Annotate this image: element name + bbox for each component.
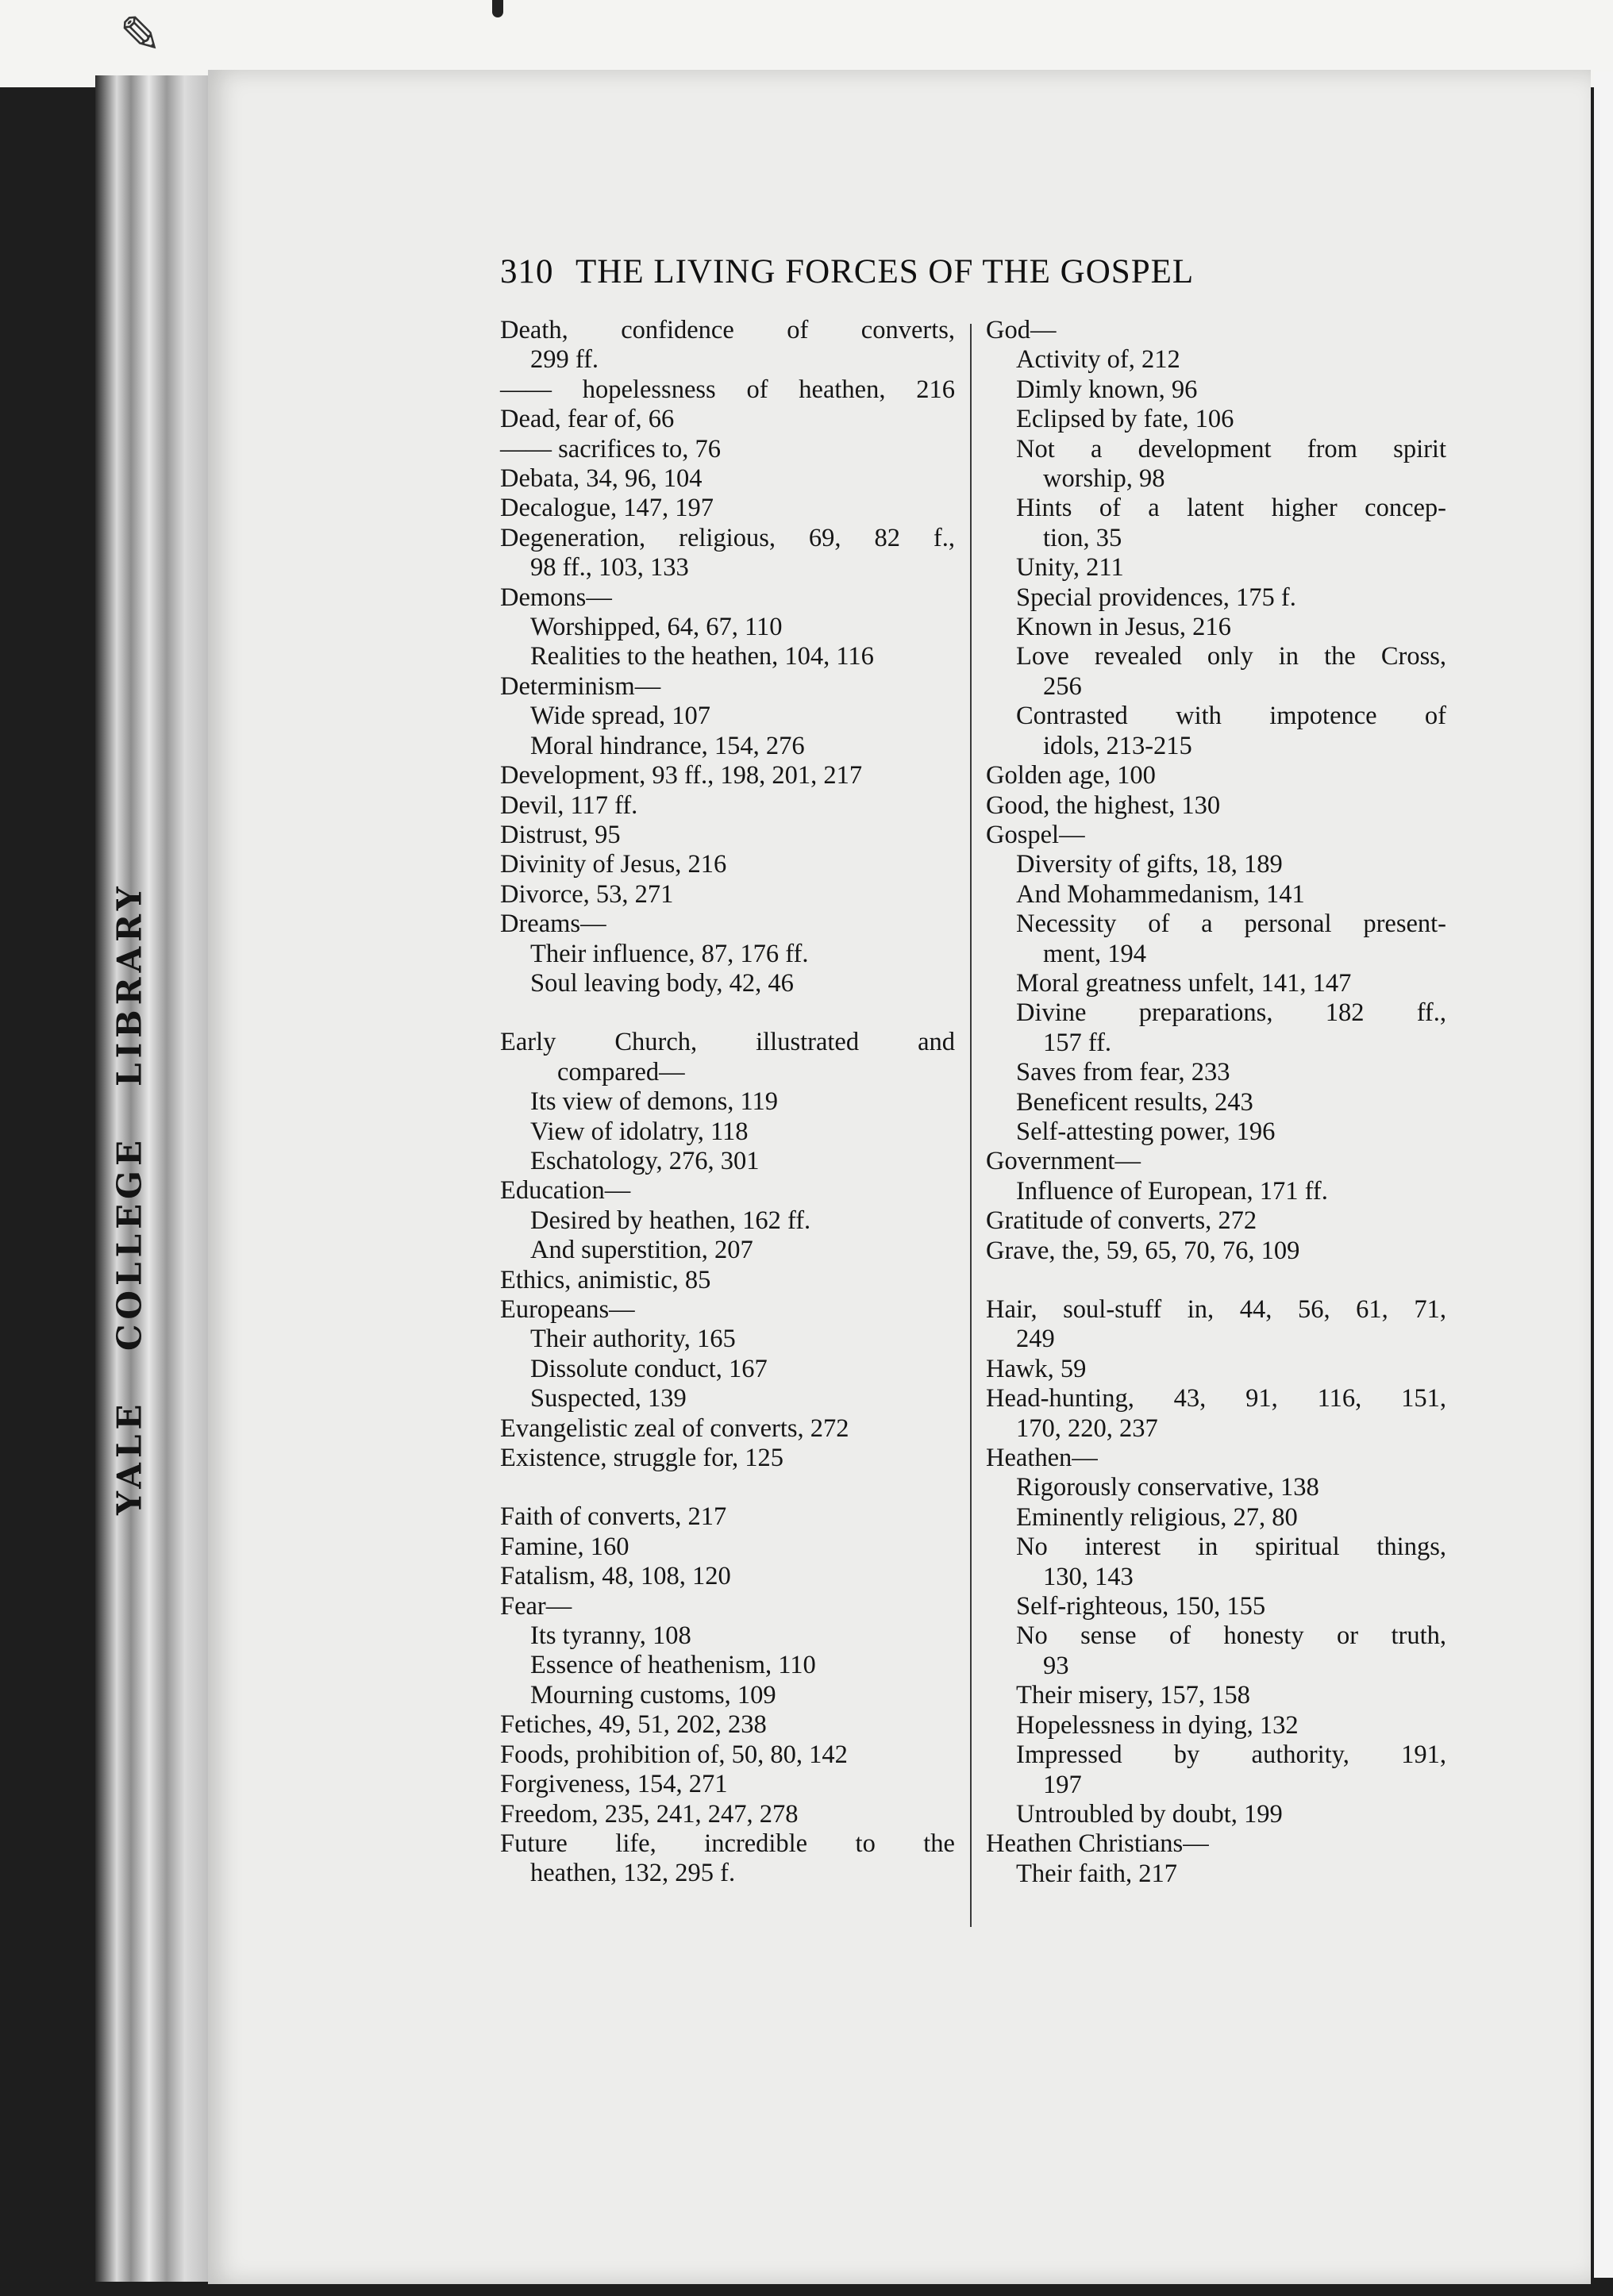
- index-gap: [986, 1266, 1446, 1295]
- index-entry: Europeans—: [500, 1295, 635, 1324]
- index-subentry: Moral greatness unfelt, 141, 147: [1016, 968, 1352, 998]
- index-entry: Heathen—: [986, 1444, 1098, 1473]
- index-subentry: Eschatology, 276, 301: [530, 1146, 760, 1175]
- index-subentry: Their misery, 157, 158: [1016, 1681, 1250, 1710]
- index-subentry: Its view of demons, 119: [530, 1087, 779, 1117]
- index-subentry: Beneficent results, 243: [1016, 1087, 1253, 1117]
- index-subentry: Untroubled by doubt, 199: [1016, 1799, 1283, 1829]
- running-title: THE LIVING FORCES OF THE GOSPEL: [576, 253, 1195, 290]
- index-subentry: Suspected, 139: [530, 1384, 687, 1413]
- index-subentry: Activity of, 212: [1016, 345, 1180, 375]
- index-subentry: Impressed by authority, 191,: [1016, 1740, 1446, 1770]
- index-entry: Degeneration, religious, 69, 82 f.,: [500, 523, 955, 552]
- index-subentry: 130, 143: [1043, 1562, 1134, 1591]
- running-header: [500, 252, 1357, 300]
- index-entry: Determinism—: [500, 671, 661, 701]
- index-entry: Death, confidence of converts,: [500, 316, 955, 344]
- index-subentry: Moral hindrance, 154, 276: [530, 731, 805, 760]
- index-subentry: 170, 220, 237: [1016, 1413, 1158, 1443]
- index-subentry: idols, 213-215: [1043, 731, 1192, 760]
- index-gap: [500, 1473, 955, 1502]
- index-subentry: Its tyranny, 108: [530, 1621, 691, 1651]
- ink-mark: ✎: [119, 7, 162, 63]
- index-subentry: Realities to the heathen, 104, 116: [530, 642, 874, 671]
- index-entry: Hair, soul-stuff in, 44, 56, 61, 71,: [986, 1295, 1446, 1324]
- index-subentry: No interest in spiritual things,: [1016, 1533, 1446, 1562]
- index-subentry: 93: [1043, 1651, 1069, 1680]
- index-subentry: Special providences, 175 f.: [1016, 583, 1296, 612]
- index-entry: Future life, incredible to the: [500, 1829, 955, 1858]
- index-subentry: 197: [1043, 1770, 1082, 1799]
- index-subentry: Necessity of a personal present-: [1016, 910, 1446, 939]
- index-entry: Famine, 160: [500, 1532, 629, 1561]
- index-subentry: Dimly known, 96: [1016, 375, 1198, 404]
- index-entry: Existence, struggle for, 125: [500, 1444, 784, 1473]
- index-entry: —— sacrifices to, 76: [500, 434, 721, 463]
- index-subentry: Diversity of gifts, 18, 189: [1016, 850, 1283, 879]
- index-entry: Early Church, illustrated and: [500, 1028, 955, 1057]
- index-subentry: 256: [1043, 671, 1082, 701]
- index-subentry: Wide spread, 107: [530, 702, 711, 731]
- index-entry: Fetiches, 49, 51, 202, 238: [500, 1710, 767, 1740]
- index-entry: God—: [986, 316, 1057, 344]
- index-entry: Good, the highest, 130: [986, 790, 1221, 820]
- library-stamp-word: YALE: [110, 1399, 149, 1516]
- index-subentry: Essence of heathenism, 110: [530, 1651, 816, 1680]
- index-entry: Distrust, 95: [500, 820, 621, 849]
- index-entry: Faith of converts, 217: [500, 1502, 727, 1532]
- index-entry: Freedom, 235, 241, 247, 278: [500, 1799, 799, 1829]
- index-subentry: Unity, 211: [1016, 553, 1124, 583]
- index-subentry: compared—: [557, 1057, 685, 1086]
- index-entry: Dreams—: [500, 910, 606, 939]
- index-subentry: 157 ff.: [1043, 1028, 1112, 1057]
- index-entry: Demons—: [500, 583, 612, 612]
- index-column-right: [986, 316, 1446, 1889]
- index-entry: Foods, prohibition of, 50, 80, 142: [500, 1740, 848, 1769]
- index-entry: Decalogue, 147, 197: [500, 494, 714, 523]
- index-entry: Gospel—: [986, 820, 1085, 849]
- index-subentry: Soul leaving body, 42, 46: [530, 968, 794, 998]
- index-subentry: Worshipped, 64, 67, 110: [530, 613, 783, 642]
- index-entry: Evangelistic zeal of converts, 272: [500, 1413, 849, 1443]
- index-entry: Hawk, 59: [986, 1354, 1087, 1383]
- index-entry: Heathen Christians—: [986, 1829, 1209, 1859]
- index-entry: —— hopelessness of heathen, 216: [500, 375, 955, 404]
- index-subentry: Influence of European, 171 ff.: [1016, 1176, 1328, 1206]
- index-column-left: [500, 316, 955, 1889]
- library-stamp: [102, 857, 157, 1540]
- index-entry: Grave, the, 59, 65, 70, 76, 109: [986, 1236, 1300, 1265]
- index-subentry: Hopelessness in dying, 132: [1016, 1710, 1299, 1740]
- index-subentry: Eclipsed by fate, 106: [1016, 405, 1234, 434]
- index-subentry: No sense of honesty or truth,: [1016, 1621, 1446, 1651]
- index-entry: Development, 93 ff., 198, 201, 217: [500, 761, 863, 790]
- index-subentry: 249: [1016, 1325, 1055, 1354]
- index-entry: Divorce, 53, 271: [500, 879, 674, 909]
- index-subentry: 299 ff.: [530, 345, 599, 375]
- index-entry: Head-hunting, 43, 91, 116, 151,: [986, 1384, 1446, 1413]
- index-subentry: heathen, 132, 295 f.: [530, 1859, 736, 1888]
- index-subentry: Eminently religious, 27, 80: [1016, 1502, 1298, 1532]
- index-subentry: Love revealed only in the Cross,: [1016, 642, 1446, 671]
- page-number: 310: [500, 253, 554, 290]
- index-subentry: Their influence, 87, 176 ff.: [530, 939, 809, 968]
- index-entry: Dead, fear of, 66: [500, 405, 675, 434]
- index-subentry: Hints of a latent higher concep-: [1016, 494, 1446, 523]
- index-subentry: Known in Jesus, 216: [1016, 613, 1231, 642]
- index-entry: Ethics, animistic, 85: [500, 1265, 711, 1294]
- index-subentry: ment, 194: [1043, 939, 1146, 968]
- index-entry: Government—: [986, 1147, 1141, 1176]
- index-entry: Gratitude of converts, 272: [986, 1206, 1257, 1236]
- index-subentry: Divine preparations, 182 ff.,: [1016, 998, 1446, 1028]
- index-subentry: Rigorously conservative, 138: [1016, 1473, 1319, 1502]
- column-divider: [970, 324, 972, 1927]
- index-subentry: And superstition, 207: [530, 1236, 753, 1265]
- index-entry: Golden age, 100: [986, 761, 1156, 790]
- index-subentry: View of idolatry, 118: [530, 1117, 749, 1146]
- index-entry: Debata, 34, 96, 104: [500, 464, 703, 494]
- index-entry: Fear—: [500, 1591, 572, 1621]
- index-entry: Education—: [500, 1176, 631, 1206]
- index-subentry: Contrasted with impotence of: [1016, 702, 1446, 731]
- ink-dot: [492, 0, 503, 17]
- index-subentry: 98 ff., 103, 133: [530, 553, 689, 583]
- index-entry: Devil, 117 ff.: [500, 790, 638, 820]
- index-subentry: worship, 98: [1043, 464, 1165, 494]
- index-gap: [500, 998, 955, 1028]
- index-entry: Fatalism, 48, 108, 120: [500, 1562, 731, 1591]
- index-entry: Divinity of Jesus, 216: [500, 850, 727, 879]
- index-subentry: tion, 35: [1043, 523, 1122, 552]
- library-stamp-word: COLLEGE: [110, 1135, 149, 1351]
- index-subentry: Self-attesting power, 196: [1016, 1117, 1276, 1146]
- index-subentry: Not a development from spirit: [1016, 434, 1446, 463]
- index-subentry: Self-righteous, 150, 155: [1016, 1592, 1266, 1621]
- index-subentry: Dissolute conduct, 167: [530, 1354, 768, 1383]
- index-subentry: Their authority, 165: [530, 1325, 736, 1354]
- index-subentry: Desired by heathen, 162 ff.: [530, 1206, 811, 1235]
- index-subentry: Saves from fear, 233: [1016, 1058, 1230, 1087]
- index-subentry: Their faith, 217: [1016, 1859, 1178, 1888]
- index-entry: Forgiveness, 154, 271: [500, 1770, 728, 1799]
- index-subentry: And Mohammedanism, 141: [1016, 879, 1305, 909]
- library-stamp-word: LIBRARY: [110, 881, 149, 1086]
- index-subentry: Mourning customs, 109: [530, 1680, 776, 1710]
- scan-border-right: [1594, 71, 1613, 2278]
